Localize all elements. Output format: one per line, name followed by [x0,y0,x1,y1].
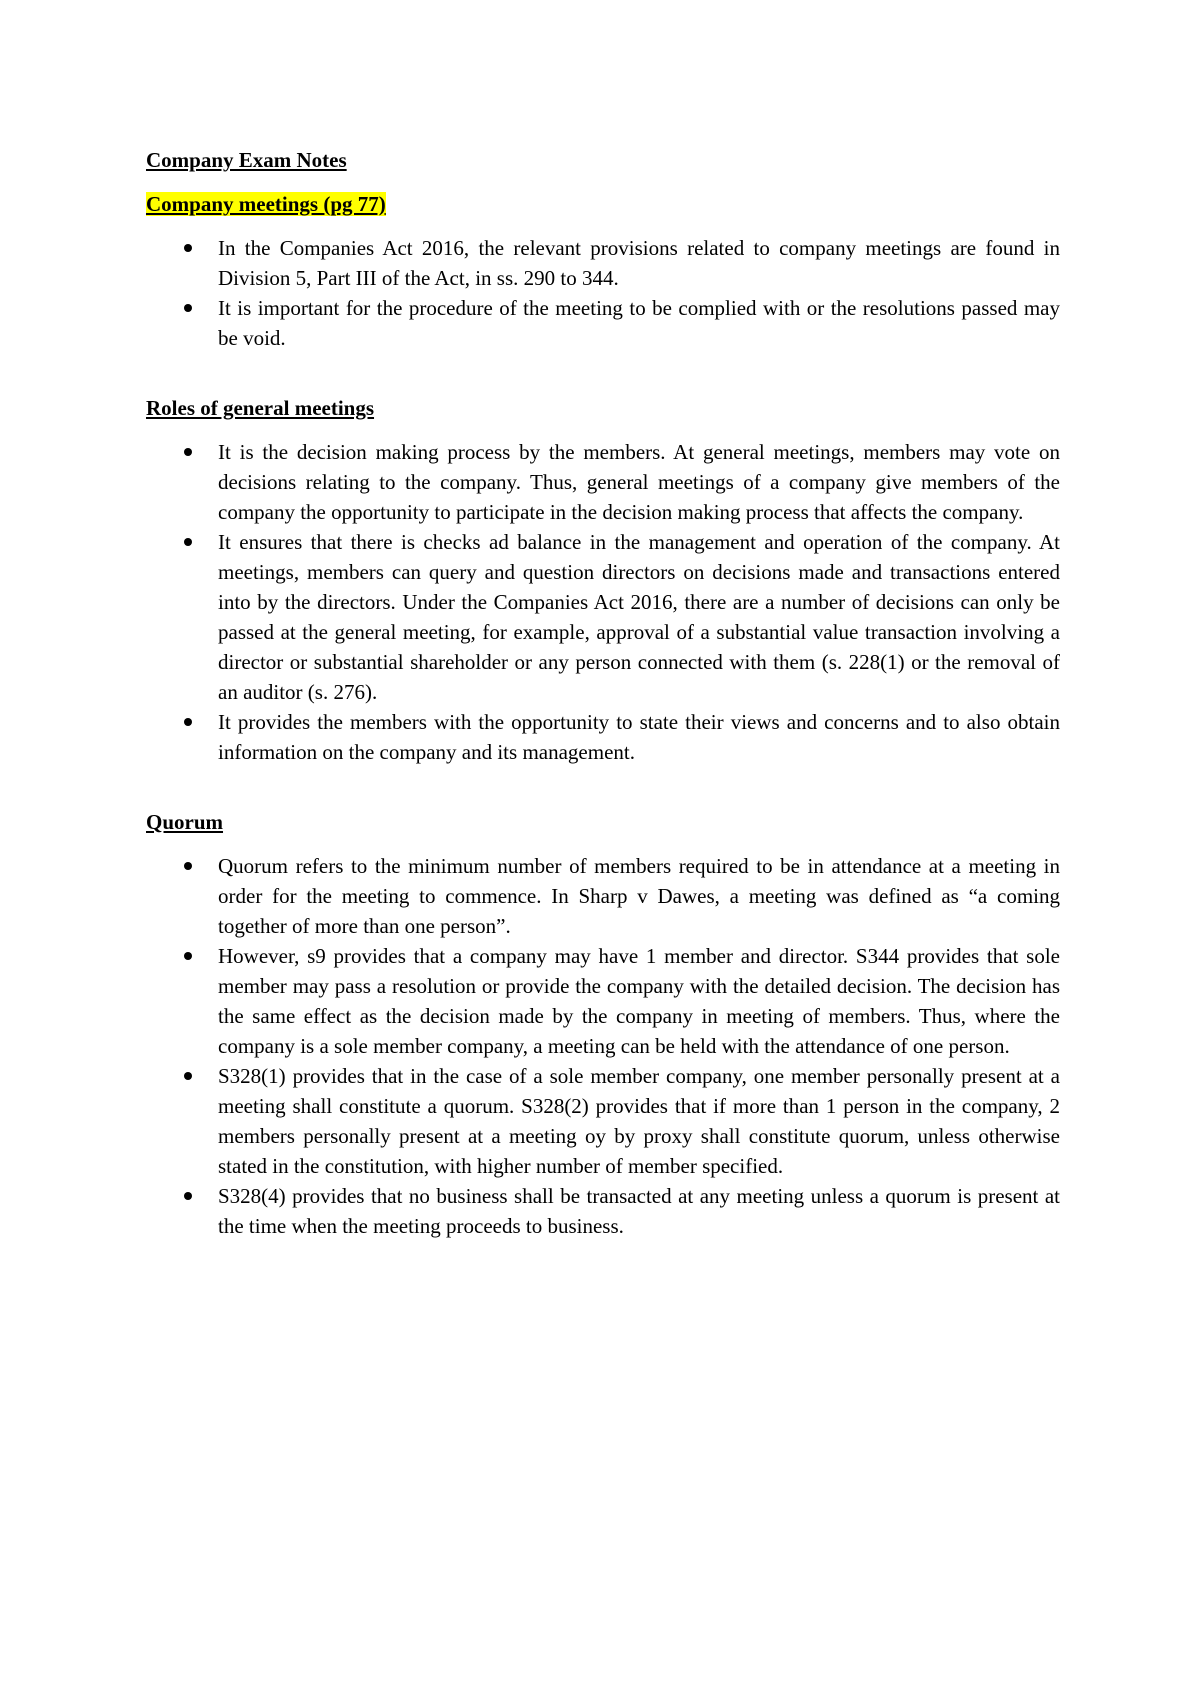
bullet-icon [184,244,192,252]
list-item-text: It provides the members with the opportunity to state their views and concerns and to also obtain information on the company and its management. [218,710,1060,764]
list-item-text: However, s9 provides that a company may have 1 member and director. S344 provides that sole member may pass a resolution or provide the company with the detailed decision. The decision has the same effect as the decision made by the company in meeting of members. Thus, where the company is a sole member company, a meeting can be held with the attendance of one person. [218,944,1060,1058]
bullet-icon [184,538,192,546]
section-company-meetings [146,189,1060,353]
highlighted-heading-text: Company meetings (pg 77) [146,192,386,216]
bullet-icon [184,952,192,960]
bullet-list [146,851,1060,1241]
bullet-icon [184,862,192,870]
list-item-text: It is the decision making process by the members. At general meetings, members may vote on decisions relating to the company. Thus, general meetings of a company give members of the company the opportunity to participate in the decision making process that affects the company. [218,440,1060,524]
list-item [146,1181,1060,1241]
list-item [146,941,1060,1061]
list-item-text: Quorum refers to the minimum number of members required to be in attendance at a meeting in order for the meeting to commence. In Sharp v Dawes, a meeting was defined as “a coming together of more than one person”. [218,854,1060,938]
bullet-icon [184,1192,192,1200]
list-item [146,527,1060,707]
list-item [146,233,1060,293]
section-roles-of-general-meetings [146,393,1060,767]
section-heading [146,189,1060,219]
bullet-icon [184,718,192,726]
list-item-text: It is important for the procedure of the meeting to be complied with or the resolutions passed may be void. [218,296,1060,350]
document-title: Company Exam Notes [146,148,347,172]
bullet-list [146,233,1060,353]
list-item [146,293,1060,353]
bullet-list [146,437,1060,767]
document-page [146,145,1060,1241]
list-item-text: S328(1) provides that in the case of a sole member company, one member personally present at a meeting shall constitute a quorum. S328(2) provides that if more than 1 person in the company, 2 members personally present at a meeting oy by proxy shall constitute quorum, unless otherwise stated in the constitution, with higher number of member specified. [218,1064,1060,1178]
bullet-icon [184,304,192,312]
list-item [146,437,1060,527]
bullet-icon [184,1072,192,1080]
section-heading: Roles of general meetings [146,396,375,420]
list-item [146,851,1060,941]
section-heading: Quorum [146,810,224,834]
list-item-text: S328(4) provides that no business shall be transacted at any meeting unless a quorum is present at the time when the meeting proceeds to business. [218,1184,1060,1238]
list-item [146,1061,1060,1181]
list-item [146,707,1060,767]
bullet-icon [184,448,192,456]
list-item-text: In the Companies Act 2016, the relevant provisions related to company meetings are found in Division 5, Part III of the Act, in ss. 290 to 344. [218,236,1060,290]
section-quorum [146,807,1060,1241]
list-item-text: It ensures that there is checks ad balance in the management and operation of the company. At meetings, members can query and question directors on decisions made and transactions entered into by the directors. Under the Companies Act 2016, there are a number of decisions can only be passed at the general meeting, for example, approval of a substantial value transaction involving a director or substantial shareholder or any person connected with them (s. 228(1) or the removal of an auditor (s. 276). [218,530,1060,704]
